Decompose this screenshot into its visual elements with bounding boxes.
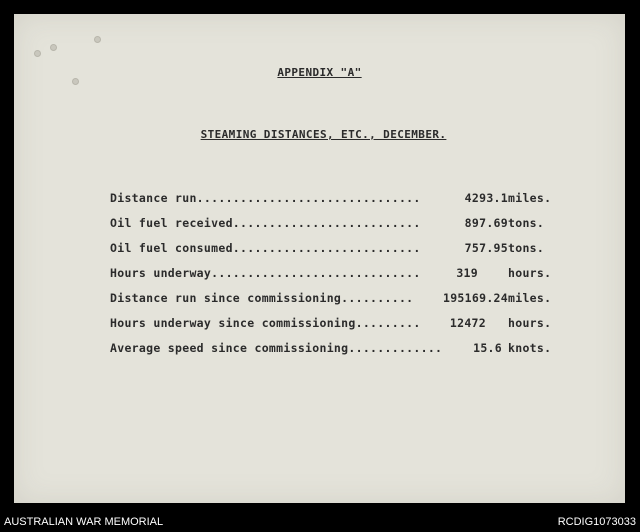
- row-unit: knots.: [508, 341, 552, 355]
- row-label: Oil fuel consumed..........................: [110, 241, 421, 255]
- punch-hole: [50, 44, 57, 51]
- row-unit: miles.: [508, 191, 552, 205]
- row-unit: miles.: [508, 291, 552, 305]
- table-row: [110, 291, 570, 307]
- row-value: 4293.1: [464, 191, 508, 205]
- punch-hole: [72, 78, 79, 85]
- table-row: [110, 216, 570, 232]
- row-label: Distance run...............................: [110, 191, 421, 205]
- row-value: 897.69: [464, 216, 508, 230]
- table-row: [110, 191, 570, 207]
- row-unit: tons.: [508, 216, 545, 230]
- table-row: [110, 316, 570, 332]
- row-value: 195169.24: [442, 291, 508, 305]
- footer-source: AUSTRALIAN WAR MEMORIAL: [4, 516, 164, 528]
- punch-hole: [94, 36, 101, 43]
- row-value: 319: [456, 266, 478, 280]
- row-unit: tons.: [508, 241, 545, 255]
- document-subtitle: STEAMING DISTANCES, ETC., DECEMBER.: [200, 128, 447, 141]
- row-unit: hours.: [508, 266, 552, 280]
- table-row: [110, 241, 570, 257]
- row-value: 12472: [449, 316, 486, 330]
- row-label: Hours underway since commissioning.........: [110, 316, 421, 330]
- row-label: Oil fuel received..........................: [110, 216, 421, 230]
- document-page: [14, 14, 625, 503]
- row-label: Hours underway.............................: [110, 266, 421, 280]
- row-value: 15.6: [473, 341, 502, 355]
- row-label: Distance run since commissioning..........: [110, 291, 414, 305]
- punch-hole: [34, 50, 41, 57]
- appendix-title: APPENDIX "A": [277, 66, 362, 79]
- archive-footer: [0, 511, 640, 532]
- table-row: [110, 341, 570, 357]
- row-value: 757.95: [464, 241, 508, 255]
- row-label: Average speed since commissioning.............: [110, 341, 443, 355]
- row-unit: hours.: [508, 316, 552, 330]
- table-row: [110, 266, 570, 282]
- footer-id: RCDIG1073033: [557, 516, 636, 528]
